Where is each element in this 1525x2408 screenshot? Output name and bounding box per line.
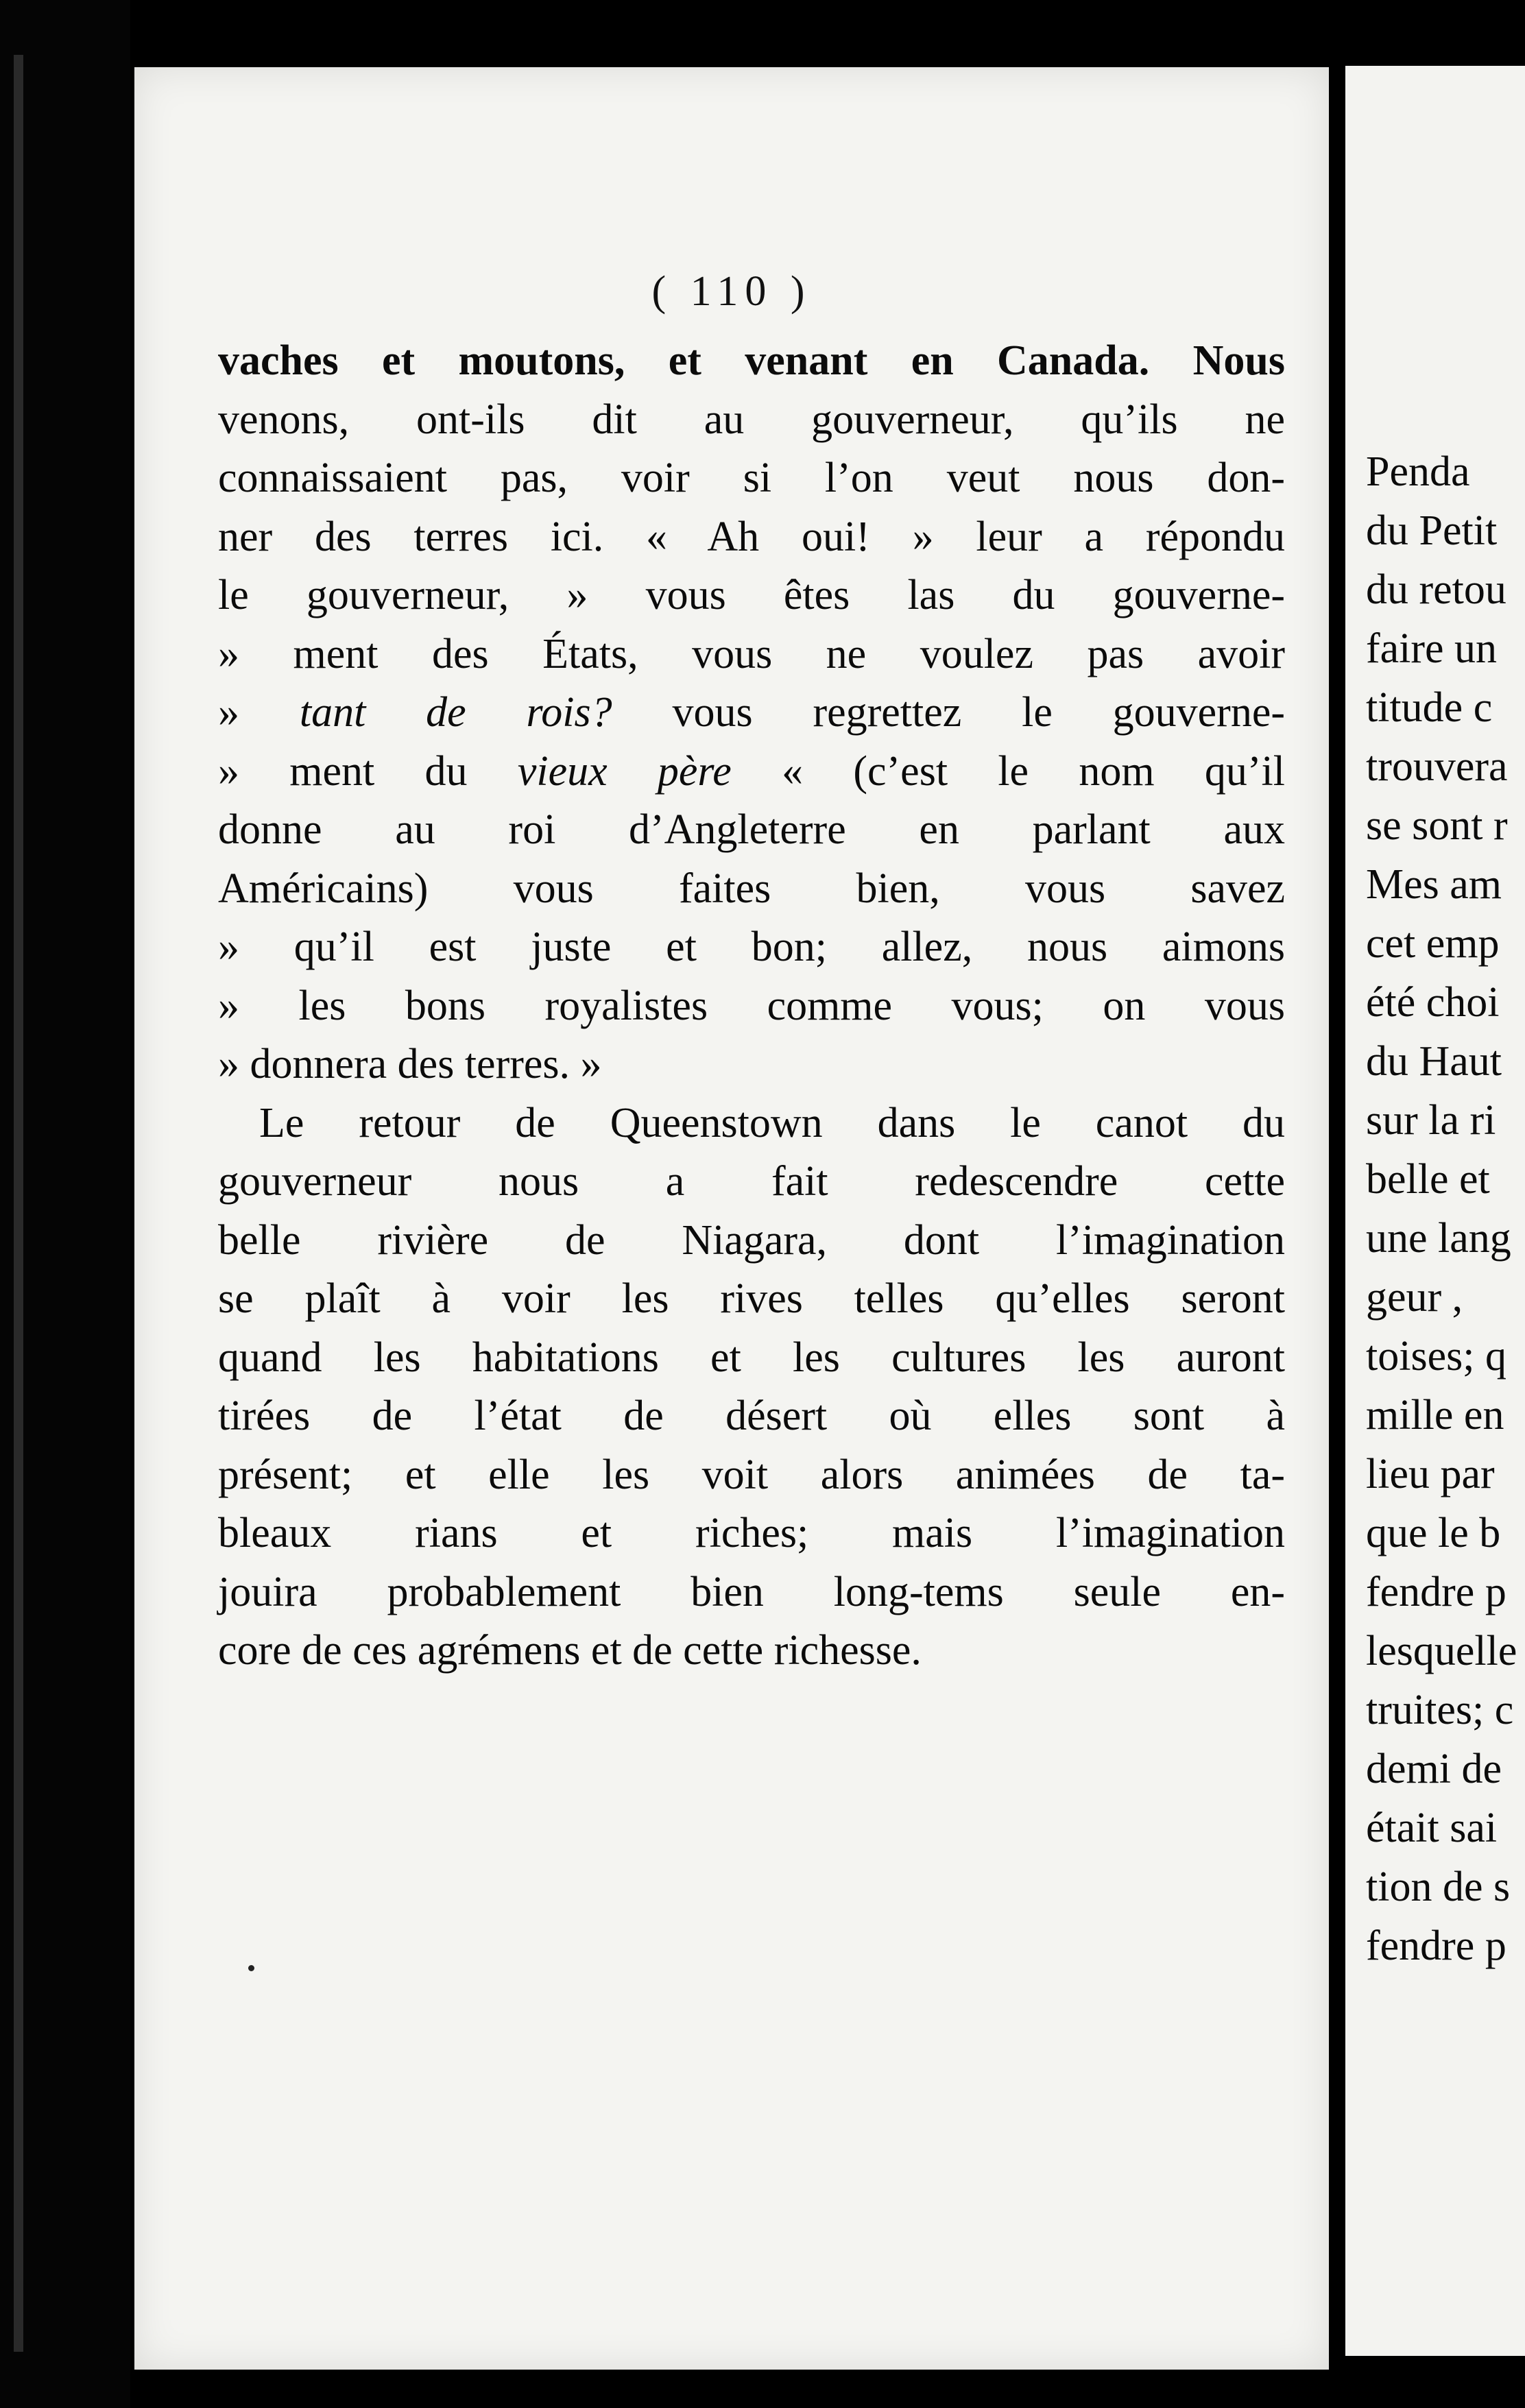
next-page-line: se sont r: [1366, 802, 1508, 849]
text-line: belle rivière de Niagara, dont l’imagination: [218, 1216, 1285, 1264]
next-page-line: mille en: [1366, 1392, 1504, 1438]
text-line: Américains) vous faites bien, vous savez: [218, 865, 1285, 912]
text-line: » qu’il est juste et bon; allez, nous aimons: [218, 924, 1285, 970]
next-page-line: trouvera: [1366, 743, 1508, 790]
next-page-line: une lang: [1366, 1215, 1511, 1262]
book-page-right-partial: [1345, 66, 1525, 2356]
text-line: gouverneur nous a fait redescendre cette: [218, 1158, 1285, 1205]
text-line: donne au roi d’Angleterre en parlant aux: [218, 806, 1285, 853]
next-page-line: du Haut: [1366, 1038, 1502, 1085]
next-page-line: faire un: [1366, 625, 1498, 672]
text-line: connaissaient pas, voir si l’on veut nous don-: [218, 455, 1285, 501]
scanner-gutter: [0, 0, 130, 2408]
text-line: bleaux rians et riches; mais l’imagination: [218, 1510, 1285, 1556]
next-page-line: lieu par: [1366, 1451, 1495, 1497]
next-page-line: du Petit: [1366, 507, 1498, 554]
next-page-line: était sai: [1366, 1805, 1498, 1851]
text-line: » les bons royalistes comme vous; on vous: [218, 982, 1285, 1029]
text-line: ner des terres ici. « Ah oui! » leur a répondu: [218, 513, 1285, 560]
page-number: ( 110 ): [651, 268, 812, 315]
text-line: vaches et moutons, et venant en Canada. Nous: [218, 337, 1285, 384]
text-line: » tant de rois? vous regrettez le gouverne-: [218, 689, 1285, 736]
text-line: présent; et elle les voit alors animées de ta-: [218, 1451, 1285, 1498]
text-line: se plaît à voir les rives telles qu’elles seront: [218, 1275, 1285, 1322]
text-line: tirées de l’état de désert où elles sont à: [218, 1393, 1285, 1439]
text-line: venons, ont-ils dit au gouverneur, qu’ils ne: [218, 396, 1285, 443]
text-line: » donnera des terres. »: [218, 1041, 602, 1087]
body-text: [218, 332, 1285, 1681]
next-page-line: lesquelle: [1366, 1628, 1517, 1674]
next-page-line: que le b: [1366, 1510, 1501, 1556]
next-page-line: Penda: [1366, 448, 1470, 495]
ink-speck: [248, 1965, 254, 1971]
next-page-line: du retou: [1366, 566, 1506, 613]
next-page-line: Mes am: [1366, 861, 1502, 908]
next-page-line: sur la ri: [1366, 1097, 1496, 1144]
next-page-line: truites; c: [1366, 1687, 1514, 1733]
next-page-line: cet emp: [1366, 920, 1500, 967]
text-line: core de ces agrémens et de cette richesse.: [218, 1627, 922, 1674]
gutter-edge: [14, 55, 23, 2352]
text-line: quand les habitations et les cultures les auront: [218, 1334, 1285, 1381]
next-page-line: fendre p: [1366, 1923, 1506, 1969]
text-line: le gouverneur, » vous êtes las du gouverne-: [218, 572, 1285, 618]
next-page-line: demi de: [1366, 1746, 1502, 1792]
next-page-line: titude c: [1366, 684, 1493, 731]
text-line: Le retour de Queenstown dans le canot du: [259, 1099, 1285, 1146]
text-line: jouira probablement bien long-tems seule en-: [218, 1568, 1285, 1615]
text-line: » ment du vieux père « (c’est le nom qu’il: [218, 747, 1285, 795]
text-line: » ment des États, vous ne voulez pas avoir: [218, 630, 1285, 677]
next-page-line: été choi: [1366, 979, 1500, 1026]
next-page-line: geur ,: [1366, 1274, 1463, 1321]
next-page-line: tion de s: [1366, 1864, 1511, 1910]
next-page-line: fendre p: [1366, 1569, 1506, 1615]
next-page-line: toises; q: [1366, 1333, 1506, 1380]
next-page-line: belle et: [1366, 1156, 1490, 1203]
